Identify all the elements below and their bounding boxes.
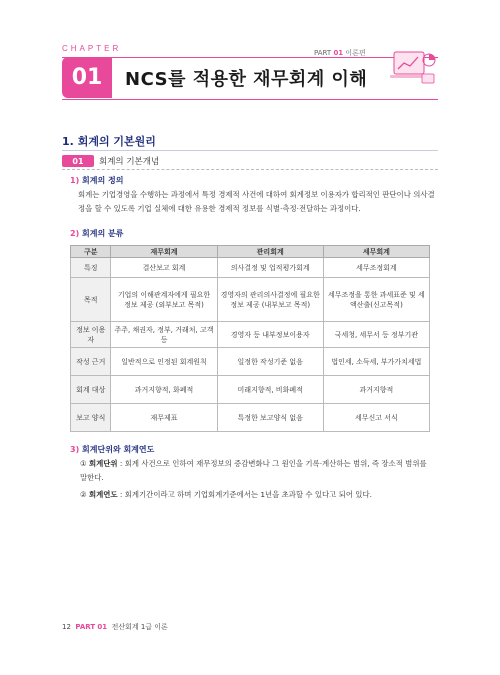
footer-part-number: 01 <box>97 623 108 631</box>
part-label: PART <box>314 49 332 57</box>
row-label: 회계 대상 <box>71 376 111 404</box>
row-label: 작성 근거 <box>71 348 111 376</box>
table-cell: 미래지향적, 비화폐적 <box>217 376 323 404</box>
classification-heading-text: 회계의 분류 <box>82 229 124 238</box>
table-cell: 특정한 보고양식 없음 <box>217 404 323 432</box>
part-name: 이론편 <box>345 49 366 57</box>
table-cell: 경영자의 관리의사결정에 필요한 정보 제공 (내부보고 목적) <box>217 278 323 322</box>
table-cell: 의사결정 및 업적평가회계 <box>217 258 323 278</box>
table-header-row <box>71 246 430 258</box>
table-cell: 세무조정을 통한 과세표준 및 세액산출(신고목적) <box>323 278 429 322</box>
chapter-number: 01 <box>71 65 103 90</box>
chapter-title: NCS를 적용한 재무회계 이해 <box>125 69 368 90</box>
item-term: 회계단위 <box>89 459 118 468</box>
table-cell: 경영자 등 내부정보이용자 <box>217 322 323 348</box>
definition-heading <box>70 175 123 186</box>
table-header-cell: 세무회계 <box>323 246 429 258</box>
subsection-number: 01 <box>72 156 84 166</box>
page-footer <box>62 622 168 632</box>
item-marker: ② <box>80 490 87 499</box>
table-header-cell: 관리회계 <box>217 246 323 258</box>
classification-number: 2) <box>70 229 80 238</box>
item-term: 회계연도 <box>89 490 118 499</box>
table-row <box>71 348 430 376</box>
chapter-number-box <box>62 57 112 98</box>
table-cell: 세무조정회계 <box>323 258 429 278</box>
table-row <box>71 258 430 278</box>
subsection-number-badge <box>62 155 94 167</box>
table-header-cell: 구분 <box>71 246 111 258</box>
table-row <box>71 322 430 348</box>
unit-heading-text: 회계단위와 회계연도 <box>82 445 155 454</box>
footer-book-title: 전산회계 1급 이론 <box>111 623 168 631</box>
classification-table <box>70 245 430 432</box>
unit-number: 3) <box>70 445 80 454</box>
table-row <box>71 376 430 404</box>
table-cell: 주주, 채권자, 정부, 거래처, 고객 등 <box>111 322 217 348</box>
item-marker: ① <box>80 459 87 468</box>
table-cell: 기업의 이해관계자에게 필요한 정보 제공 (외부보고 목적) <box>111 278 217 322</box>
item-text: : 회계 사건으로 인하여 재무정보의 증감변화나 그 원인을 기록·계산하는 범위, 즉 장소적 범위를 말한다. <box>80 459 427 482</box>
table-cell: 과거지향적, 화폐적 <box>111 376 217 404</box>
table-row <box>71 278 430 322</box>
classification-heading <box>70 228 123 239</box>
row-label: 특징 <box>71 258 111 278</box>
section-heading <box>62 133 156 149</box>
section-number: 1. <box>62 135 74 148</box>
page-number: 12 <box>62 623 71 631</box>
row-label: 목적 <box>71 278 111 322</box>
table-cell: 국세청, 세무서 등 정부기관 <box>323 322 429 348</box>
subsection-title: 회계의 기본개념 <box>99 157 160 167</box>
table-cell: 세무신고 서식 <box>323 404 429 432</box>
section-title: 회계의 기본원리 <box>77 135 156 148</box>
row-label: 보고 양식 <box>71 404 111 432</box>
definition-heading-text: 회계의 정의 <box>82 176 124 185</box>
list-item <box>80 488 432 502</box>
section-divider <box>62 150 438 151</box>
table-cell: 결산보고 회계 <box>111 258 217 278</box>
footer-part-label: PART <box>75 623 96 631</box>
table-cell: 재무제표 <box>111 404 217 432</box>
table-cell: 일정한 작성기준 없음 <box>217 348 323 376</box>
definition-text: 회계는 기업경영을 수행하는 과정에서 특정 경제적 사건에 대하여 회계정보 이용자가 합리적인 판단이나 의사결정을 할 수 있도록 기업 실체에 대한 유용한 경제적 정보를 식별·측정·전달하는 과정이다. <box>78 190 435 213</box>
table-row <box>71 404 430 432</box>
row-label: 정보 이용자 <box>71 322 111 348</box>
chapter-label: CHAPTER <box>62 44 122 53</box>
list-item <box>80 457 432 485</box>
table-cell: 과거지향적 <box>323 376 429 404</box>
definition-number: 1) <box>70 176 80 185</box>
part-number: 01 <box>333 49 344 57</box>
unit-heading <box>70 444 154 455</box>
subsection-divider <box>62 169 438 171</box>
table-cell: 법인세, 소득세, 부가가치세법 <box>323 348 429 376</box>
table-cell: 일반적으로 인정된 회계원칙 <box>111 348 217 376</box>
item-text: : 회계기간이라고 하며 기업회계기준에서는 1년을 초과할 수 있다고 되어 있다. <box>119 490 372 499</box>
chart-laptop-icon <box>386 44 438 90</box>
table-header-cell: 재무회계 <box>111 246 217 258</box>
